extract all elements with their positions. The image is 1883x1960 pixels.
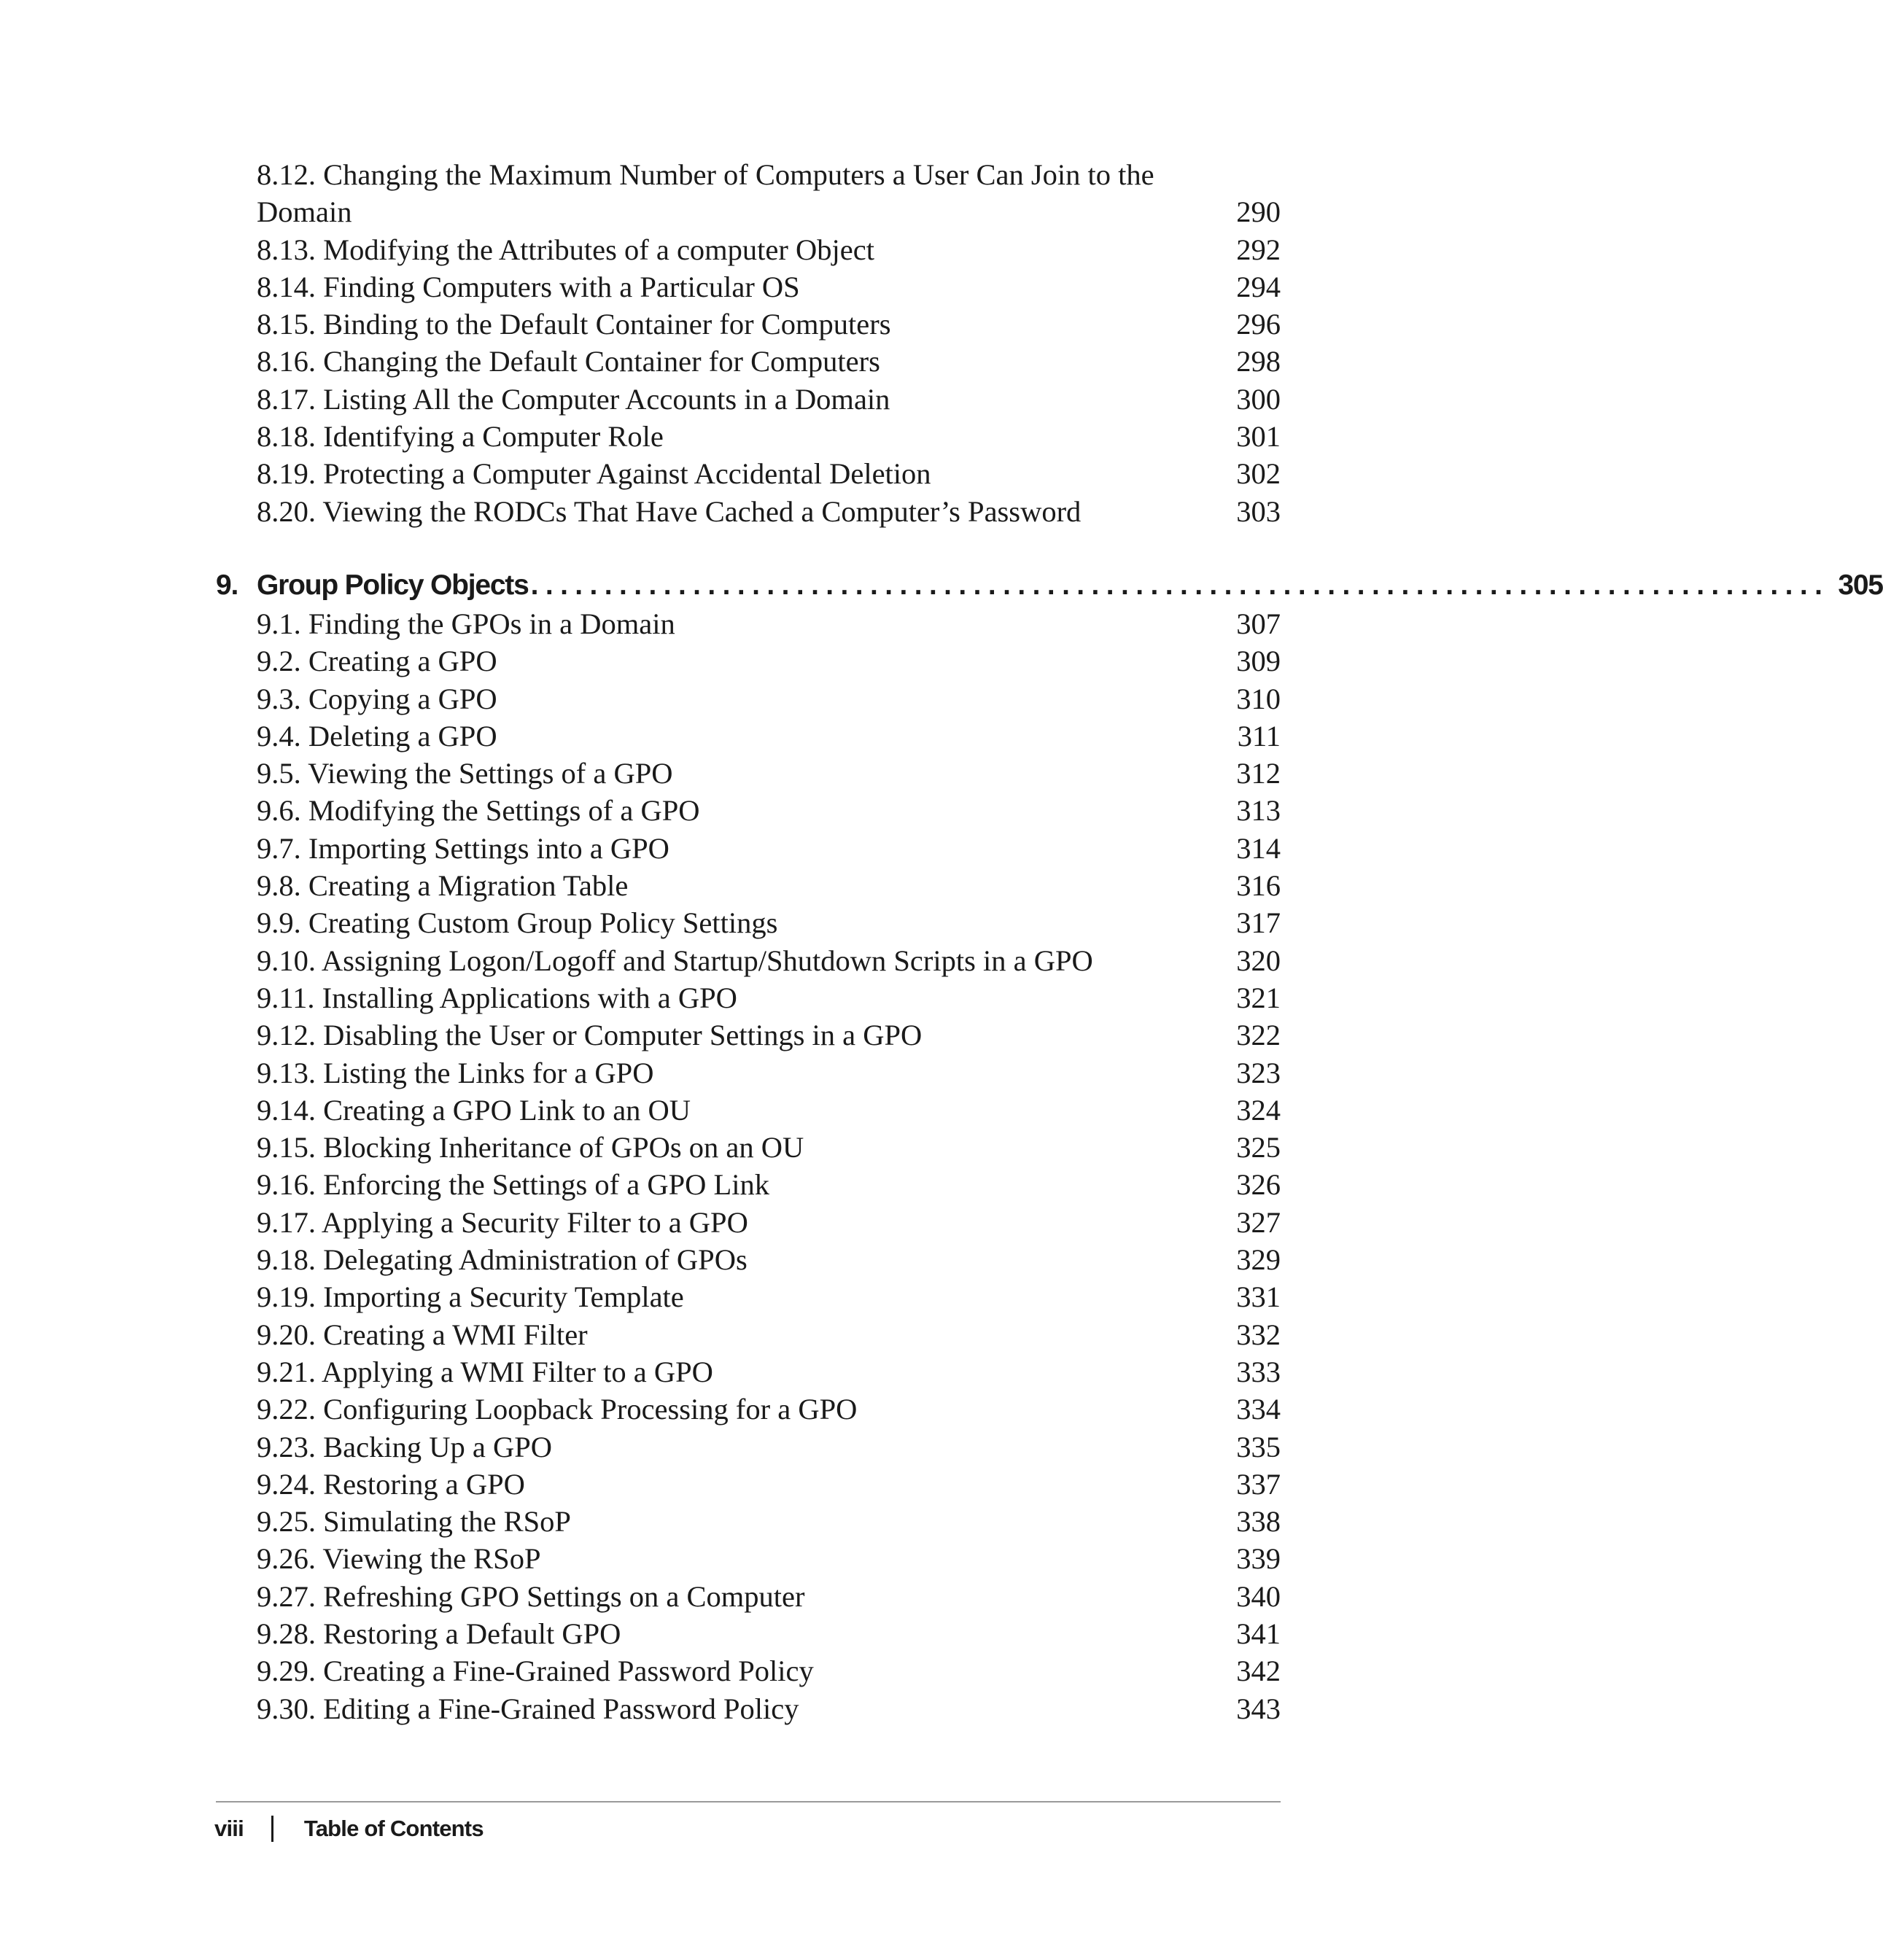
toc-entry-page: 342: [1236, 1654, 1281, 1688]
toc-entry-title: 9.26. Viewing the RSoP: [257, 1542, 541, 1576]
footer-separator: [271, 1816, 273, 1842]
chapter-number: 9.: [216, 569, 238, 601]
toc-entry[interactable]: [257, 193, 1281, 230]
toc-entry[interactable]: [257, 1652, 1281, 1689]
toc-entry-page: 294: [1236, 270, 1281, 303]
toc-entry-title: 9.4. Deleting a GPO: [257, 719, 497, 752]
chapter-page-number: 305: [1838, 569, 1883, 601]
toc-entry[interactable]: [257, 418, 1281, 455]
toc-entry[interactable]: [257, 904, 1281, 941]
toc-entry[interactable]: [257, 830, 1281, 867]
toc-entry-page: 302: [1236, 457, 1281, 491]
toc-entry-title: 9.14. Creating a GPO Link to an OU: [257, 1093, 691, 1127]
toc-entry[interactable]: [257, 979, 1281, 1016]
toc-entry[interactable]: [257, 231, 1281, 268]
toc-entry-page: 343: [1236, 1692, 1281, 1725]
toc-entry[interactable]: [257, 1391, 1281, 1428]
chapter-title: Group Policy Objects: [257, 569, 529, 601]
toc-entry[interactable]: [257, 1166, 1281, 1203]
toc-entry[interactable]: [257, 493, 1281, 530]
toc-entry-title: 9.11. Installing Applications with a GPO: [257, 981, 737, 1014]
toc-entry-page: 316: [1236, 869, 1281, 903]
toc-entry-page: 309: [1236, 645, 1281, 678]
page-footer: [214, 1813, 484, 1845]
toc-entry[interactable]: [257, 755, 1281, 792]
toc-entry-page: 334: [1236, 1393, 1281, 1426]
toc-entry-page: 329: [1236, 1243, 1281, 1277]
toc-entry-title: 9.8. Creating a Migration Table: [257, 869, 629, 903]
toc-entry-title: 9.30. Editing a Fine-Grained Password Policy: [257, 1692, 799, 1725]
toc-entry-title: 9.16. Enforcing the Settings of a GPO Link: [257, 1168, 770, 1202]
toc-entry-title: 9.3. Copying a GPO: [257, 682, 497, 715]
toc-entry[interactable]: [257, 1129, 1281, 1166]
toc-entry-page: 300: [1236, 382, 1281, 416]
toc-entry-title: 9.25. Simulating the RSoP: [257, 1505, 571, 1539]
toc-entry[interactable]: [257, 680, 1281, 718]
toc-entry-page: 337: [1236, 1467, 1281, 1501]
toc-entry-page: 292: [1236, 233, 1281, 266]
toc-entry-title: 9.28. Restoring a Default GPO: [257, 1617, 621, 1651]
toc-entry-page: 322: [1236, 1019, 1281, 1052]
toc-entry-page: 311: [1237, 719, 1281, 752]
toc-entry-title: 9.15. Blocking Inheritance of GPOs on an OU: [257, 1131, 804, 1164]
toc-entry[interactable]: [257, 605, 1281, 642]
toc-entry-page: 335: [1236, 1430, 1281, 1463]
toc-entry[interactable]: [257, 1241, 1281, 1278]
toc-entry-title: 9.2. Creating a GPO: [257, 645, 497, 678]
toc-entry-title: 9.29. Creating a Fine-Grained Password Policy: [257, 1654, 814, 1688]
toc-entry-page: 340: [1236, 1579, 1281, 1613]
toc-entry-page: 303: [1236, 494, 1281, 528]
toc-entry-title: 8.17. Listing All the Computer Accounts in a Domain: [257, 382, 890, 416]
toc-entry-title: 9.7. Importing Settings into a GPO: [257, 831, 669, 865]
chapter-9-heading[interactable]: [216, 566, 1883, 605]
toc-entry-title: 9.13. Listing the Links for a GPO: [257, 1056, 654, 1089]
footer-page-number: viii: [214, 1816, 244, 1841]
toc-entry-page: 314: [1236, 831, 1281, 865]
toc-entry[interactable]: [257, 867, 1281, 904]
toc-entry-title: 9.23. Backing Up a GPO: [257, 1430, 552, 1463]
section-9-entries: [257, 605, 1281, 1727]
toc-entry-title: 8.12. Changing the Maximum Number of Computers a User Can Join to the: [257, 158, 1154, 191]
toc-entry-page: 325: [1236, 1131, 1281, 1164]
toc-entry[interactable]: [257, 1353, 1281, 1391]
toc-entry-page: 326: [1236, 1168, 1281, 1202]
toc-entry[interactable]: [257, 1540, 1281, 1577]
toc-entry-title: 9.10. Assigning Logon/Logoff and Startup/Shutdown Scripts in a GPO: [257, 944, 1093, 977]
toc-entry-title: 9.6. Modifying the Settings of a GPO: [257, 794, 700, 828]
toc-entry[interactable]: [257, 718, 1281, 755]
toc-entry-page: 320: [1236, 944, 1281, 977]
toc-entry[interactable]: [257, 942, 1281, 979]
toc-entry-title: 8.16. Changing the Default Container for Computers: [257, 345, 880, 378]
toc-entry[interactable]: [257, 268, 1281, 306]
toc-entry-page: 312: [1236, 757, 1281, 790]
toc-entry[interactable]: [257, 1204, 1281, 1241]
toc-entry[interactable]: [257, 1278, 1281, 1315]
toc-entry-page: 323: [1236, 1056, 1281, 1089]
toc-entry[interactable]: [257, 642, 1281, 680]
chapter-dot-leader: ........................................................................................: [530, 569, 1830, 601]
footer-divider: [216, 1801, 1281, 1802]
toc-entry-page: 317: [1236, 906, 1281, 940]
toc-entry[interactable]: [257, 1428, 1281, 1466]
toc-entry[interactable]: [257, 1615, 1281, 1652]
toc-entry[interactable]: [257, 156, 1281, 193]
toc-entry[interactable]: [257, 343, 1281, 380]
toc-entry-page: 307: [1236, 607, 1281, 640]
toc-entry-title: 9.20. Creating a WMI Filter: [257, 1318, 588, 1351]
toc-entry-title: 8.20. Viewing the RODCs That Have Cached a Computer’s Password: [257, 494, 1082, 528]
toc-entry-page: 296: [1236, 308, 1281, 341]
toc-entry-title: 9.9. Creating Custom Group Policy Settings: [257, 906, 778, 940]
toc-entry-page: 313: [1236, 794, 1281, 828]
toc-entry-page: 310: [1236, 682, 1281, 715]
toc-entry-page: 339: [1236, 1542, 1281, 1576]
toc-entry-page: 298: [1236, 345, 1281, 378]
toc-entry[interactable]: [257, 1316, 1281, 1353]
toc-entry[interactable]: [257, 1503, 1281, 1540]
toc-entry-page: 327: [1236, 1205, 1281, 1239]
toc-entry-title: 8.18. Identifying a Computer Role: [257, 420, 664, 454]
toc-entry[interactable]: [257, 1466, 1281, 1503]
toc-entry-page: 301: [1236, 420, 1281, 454]
toc-entry-title: 9.27. Refreshing GPO Settings on a Computer: [257, 1579, 805, 1613]
toc-entry-title: 9.22. Configuring Loopback Processing for a GPO: [257, 1393, 858, 1426]
toc-entry[interactable]: [257, 455, 1281, 492]
footer-label: Table of Contents: [303, 1816, 484, 1841]
toc-entry[interactable]: [257, 792, 1281, 829]
toc-entry[interactable]: [257, 1690, 1281, 1727]
toc-entry-page: 321: [1236, 981, 1281, 1014]
toc-entry[interactable]: [257, 381, 1281, 418]
toc-entry-page: 331: [1236, 1280, 1281, 1314]
toc-entry-title: 8.19. Protecting a Computer Against Accidental Deletion: [257, 457, 931, 491]
toc-entry[interactable]: [257, 306, 1281, 343]
toc-entry-title: 9.5. Viewing the Settings of a GPO: [257, 757, 673, 790]
toc-entry-title: 9.18. Delegating Administration of GPOs: [257, 1243, 748, 1277]
toc-entry[interactable]: [257, 1578, 1281, 1615]
toc-entry[interactable]: [257, 1054, 1281, 1092]
toc-entry[interactable]: [257, 1016, 1281, 1054]
toc-entry-page: 338: [1236, 1505, 1281, 1539]
toc-entry-title: 9.24. Restoring a GPO: [257, 1467, 525, 1501]
toc-entry-page: 290: [1236, 195, 1281, 229]
toc-entry-title: 9.12. Disabling the User or Computer Settings in a GPO: [257, 1019, 923, 1052]
toc-entry-page: 333: [1236, 1355, 1281, 1388]
toc-entry-title: 9.17. Applying a Security Filter to a GPO: [257, 1205, 748, 1239]
toc-entry[interactable]: [257, 1092, 1281, 1129]
toc-entry-title: 8.15. Binding to the Default Container for Computers: [257, 308, 891, 341]
toc-entry-title: Domain: [257, 195, 352, 229]
toc-entry-page: 324: [1236, 1093, 1281, 1127]
section-8-entries: [257, 156, 1281, 530]
toc-entry-title: 9.21. Applying a WMI Filter to a GPO: [257, 1355, 713, 1388]
toc-entry-page: 341: [1236, 1617, 1281, 1651]
toc-entry-title: 8.14. Finding Computers with a Particular OS: [257, 270, 800, 303]
toc-entry-title: 9.19. Importing a Security Template: [257, 1280, 684, 1314]
toc-entry-title: 8.13. Modifying the Attributes of a computer Object: [257, 233, 874, 266]
toc-entry-page: 332: [1236, 1318, 1281, 1351]
toc-entry-title: 9.1. Finding the GPOs in a Domain: [257, 607, 675, 640]
